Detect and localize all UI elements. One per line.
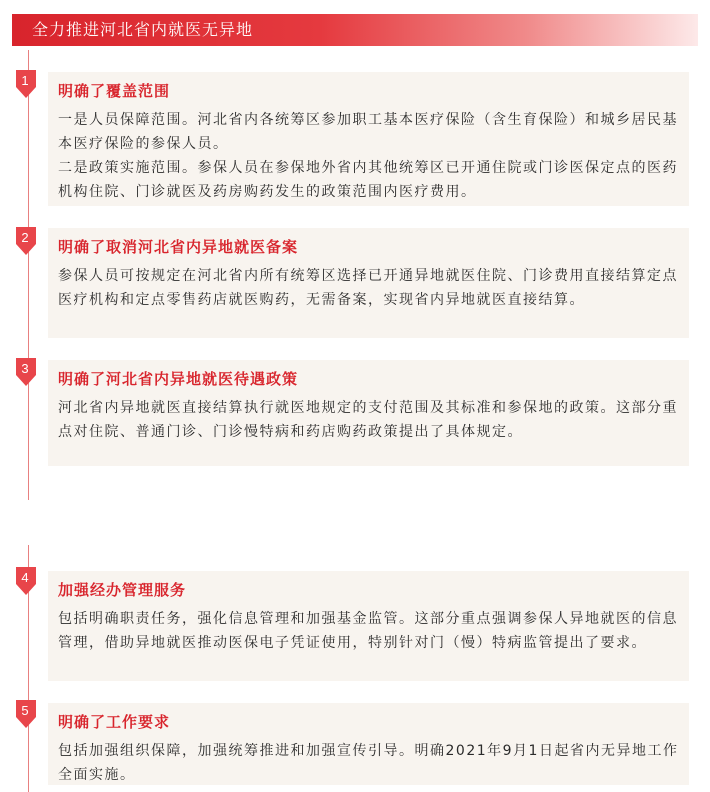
section-card-1 (48, 72, 689, 206)
section-body (58, 396, 686, 444)
timeline-line (28, 50, 29, 500)
section-number: 5 (21, 703, 29, 718)
section-body (58, 264, 686, 312)
section-paragraph: 二是政策实施范围。参保人员在参保地外省内其他统筹区已开通住院或门诊医保定点的医药机构住院、门诊就医及药房购药发生的政策范围内医疗费用。 (58, 160, 678, 200)
section-title: 明确了工作要求 (58, 713, 171, 731)
section-marker-4 (14, 567, 42, 595)
section-number: 3 (21, 361, 29, 376)
section-paragraph: 包括加强组织保障，加强统筹推进和加强宣传引导。明确2021年9月1日起省内无异地工作全面实施。 (58, 743, 679, 783)
header-banner (12, 14, 698, 46)
section-title: 加强经办管理服务 (58, 581, 187, 599)
section-title: 明确了取消河北省内异地就医备案 (58, 238, 299, 256)
section-card-3 (48, 360, 689, 466)
section-card-4 (48, 571, 689, 681)
section-paragraph: 一是人员保障范围。河北省内各统筹区参加职工基本医疗保险（含生育保险）和城乡居民基本医疗保险的参保人员。 (58, 112, 678, 152)
section-card-2 (48, 228, 689, 338)
section-body (58, 108, 686, 204)
section-number: 1 (21, 73, 29, 88)
section-title: 明确了河北省内异地就医待遇政策 (58, 370, 299, 388)
section-paragraph: 河北省内异地就医直接结算执行就医地规定的支付范围及其标准和参保地的政策。这部分重点对住院、普通门诊、门诊慢特病和药店购药政策提出了具体规定。 (58, 400, 678, 440)
section-number: 4 (21, 570, 29, 585)
page-title: 全力推进河北省内就医无异地 (32, 20, 254, 39)
section-marker-2 (14, 227, 42, 255)
section-body (58, 739, 686, 787)
section-body (58, 607, 686, 655)
section-title: 明确了覆盖范围 (58, 82, 171, 100)
section-marker-1 (14, 70, 42, 98)
section-card-5 (48, 703, 689, 785)
section-paragraph: 参保人员可按规定在河北省内所有统筹区选择已开通异地就医住院、门诊费用直接结算定点医疗机构和定点零售药店就医购药，无需备案，实现省内异地就医直接结算。 (58, 268, 678, 308)
section-number: 2 (21, 230, 29, 245)
section-marker-5 (14, 700, 42, 728)
section-paragraph: 包括明确职责任务，强化信息管理和加强基金监管。这部分重点强调参保人异地就医的信息管理，借助异地就医推动医保电子凭证使用，特别针对门（慢）特病监管提出了要求。 (58, 611, 678, 651)
section-marker-3 (14, 358, 42, 386)
